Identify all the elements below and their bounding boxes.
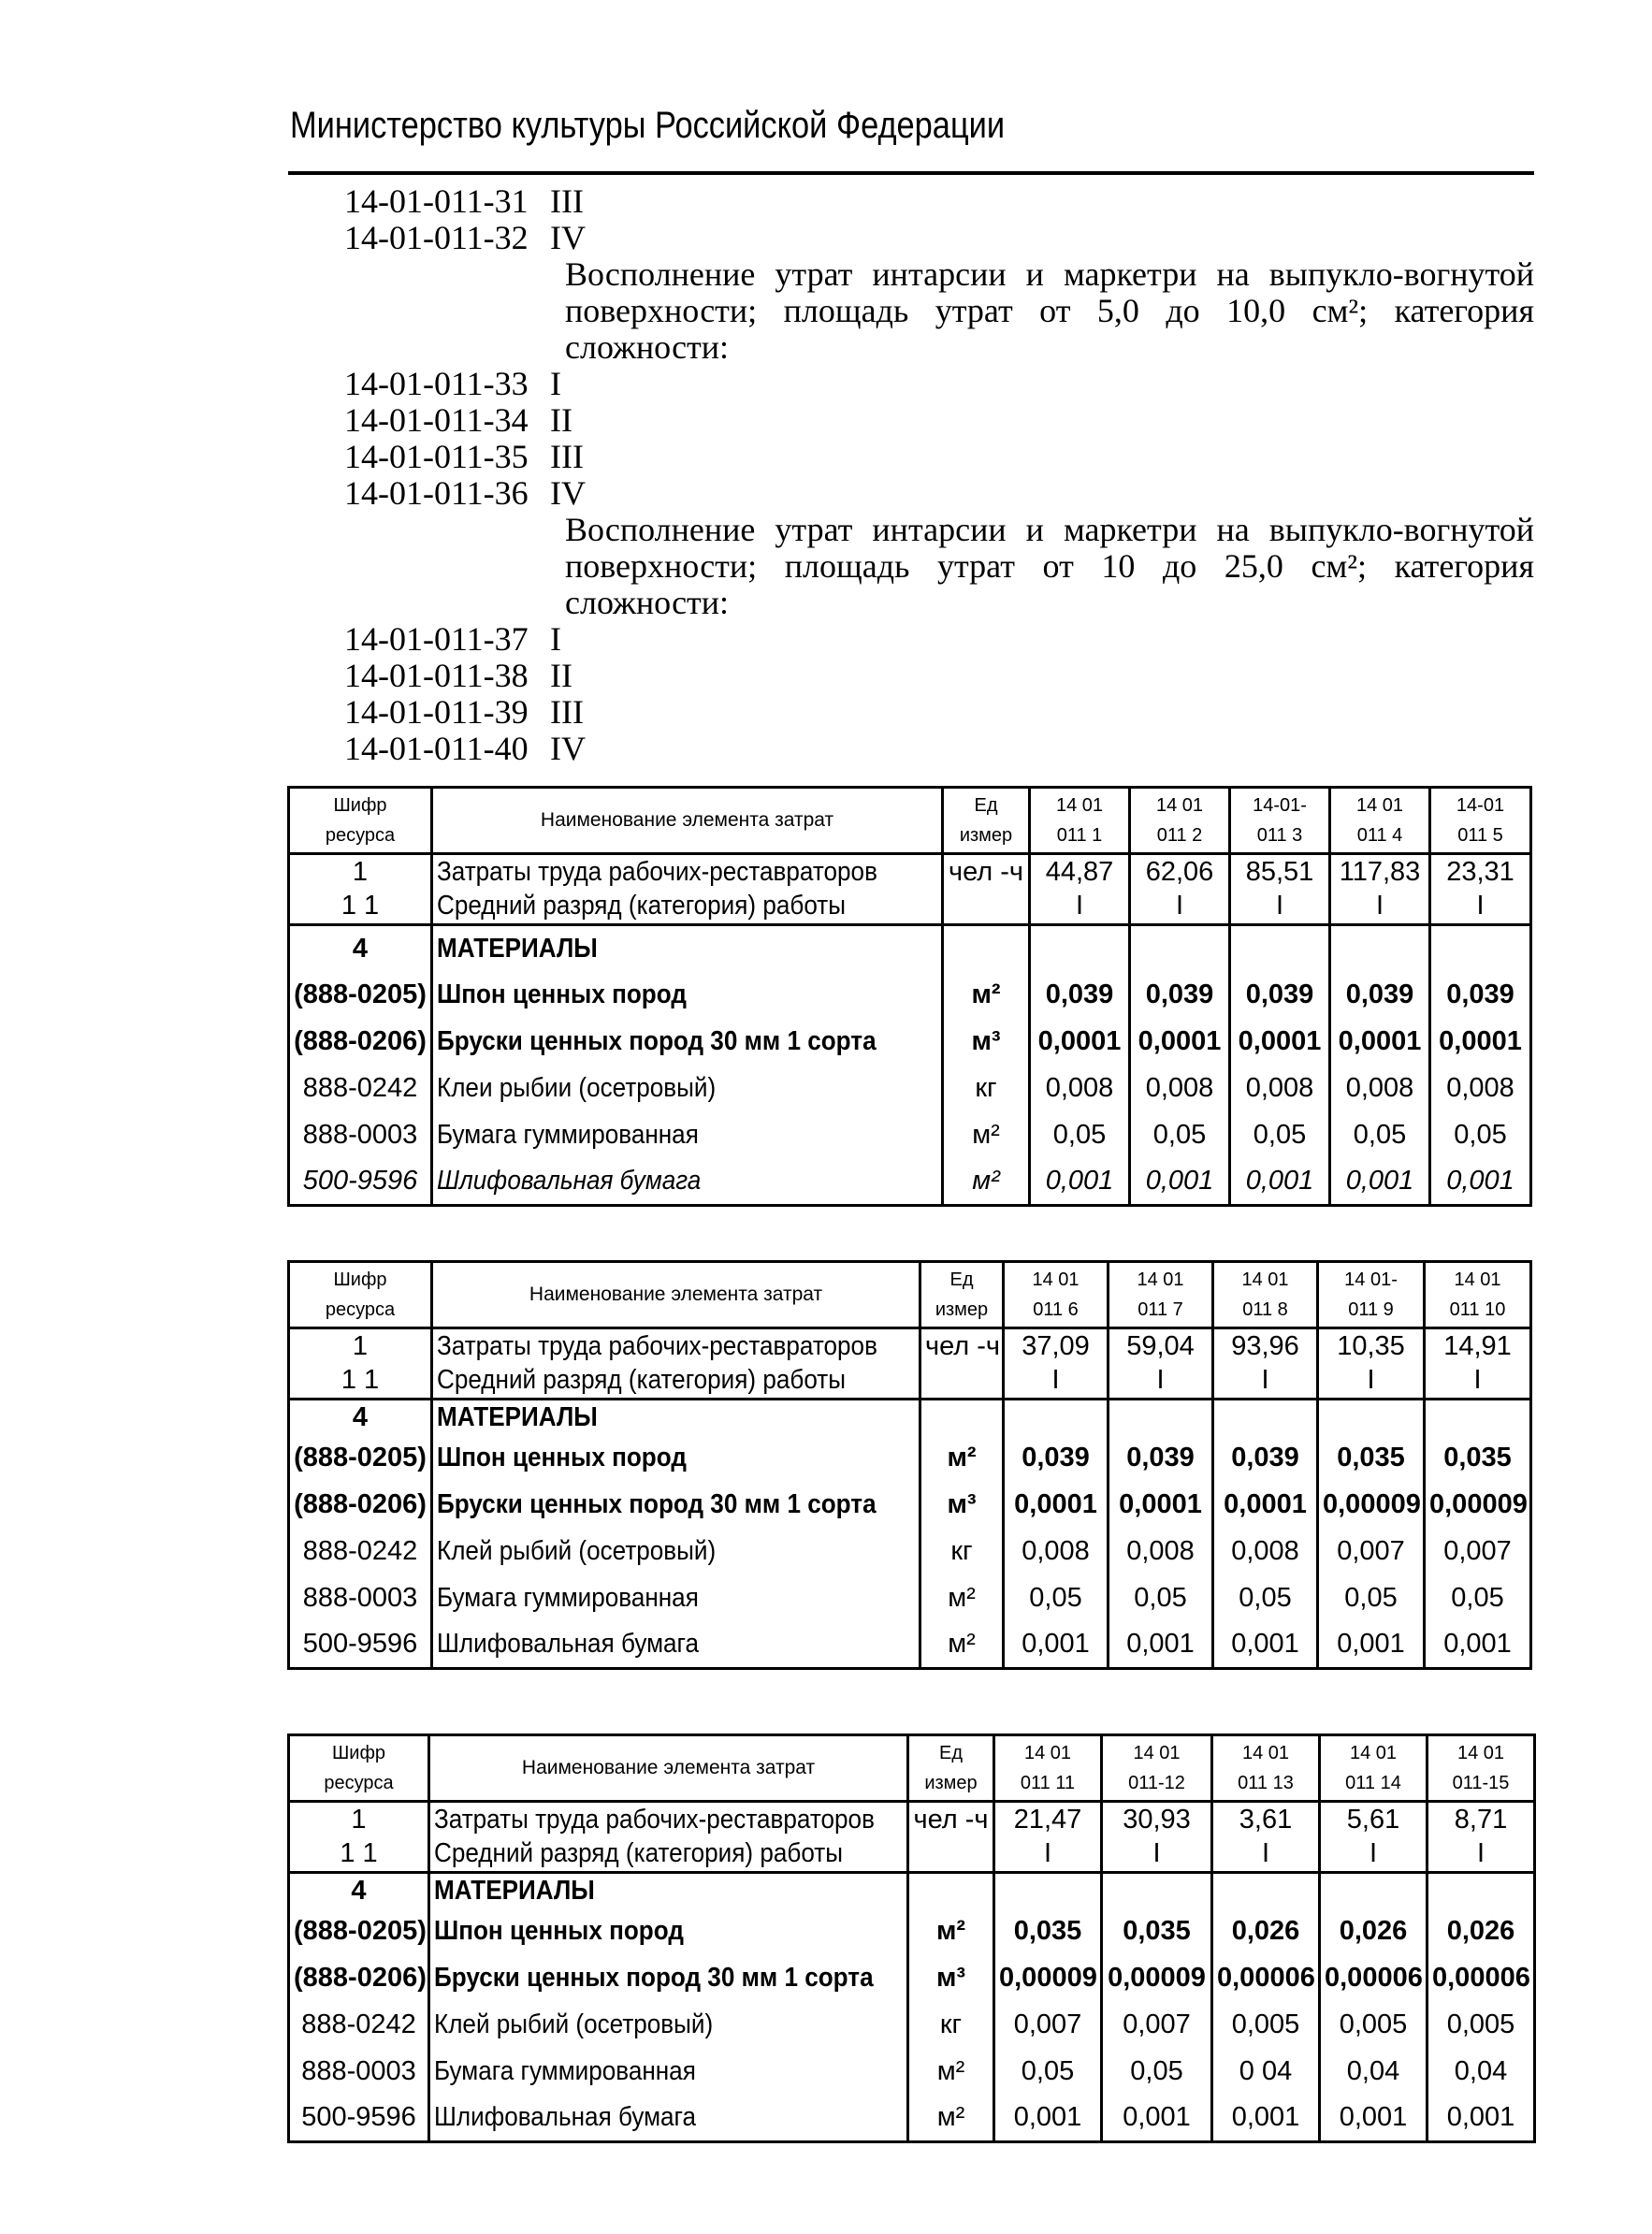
table-row [289,1622,1531,1669]
cell-value: 0,001 [1430,1159,1531,1206]
header-norm-column: 14-01- 011 3 [1230,788,1330,854]
cell-code: 1 [289,1802,429,1837]
cell-value: 0,05 [1230,1112,1330,1159]
cell-name: МАТЕРИАЛЫ [429,1873,908,1908]
cell-value: 0,026 [1212,1908,1320,1955]
cell-value: 93,96 [1213,1328,1318,1364]
header-resource-code: Шифр ресурса [289,788,432,854]
cell-value: 0 04 [1212,2049,1320,2096]
header-norm-column: 14 01 011 2 [1130,788,1230,854]
cell-code: 888-0003 [289,2049,429,2096]
cell-name: Средний разряд (категория) работы [432,890,943,925]
entry-category: II [550,401,572,439]
listing-entry [344,475,1534,512]
cell-code: 888-0242 [289,1529,432,1575]
entry-category: IV [550,730,586,767]
cell-value: 0,008 [1109,1529,1213,1575]
cell-value: 59,04 [1109,1328,1213,1364]
cell-value: 0,05 [1102,2049,1212,2096]
cell-value: 0,00009 [1102,1955,1212,2002]
table-row [289,1575,1531,1622]
header-element-name: Наименование элемента затрат [432,788,943,854]
cell-value: I [1330,890,1430,925]
cell-name: Клеи рыбии (осетровый) [432,1066,943,1112]
table-row [289,1112,1531,1159]
cell-value: 0,001 [1030,1159,1130,1206]
cell-value: 0,008 [1430,1066,1531,1112]
header-norm-column: 14 01 011 6 [1004,1262,1109,1328]
cell-value: 0,005 [1427,2002,1535,2049]
cell-name: МАТЕРИАЛЫ [432,1400,920,1435]
cell-value: 0,035 [994,1908,1102,1955]
cell-code: 4 [289,925,432,972]
cell-value [1318,1400,1425,1435]
cell-value: 0,001 [994,2096,1102,2142]
cell-value: 0,001 [1425,1622,1531,1669]
cell-value: 0,05 [1330,1112,1430,1159]
cell-value: 0,04 [1427,2049,1535,2096]
cell-unit [920,1400,1004,1435]
header-norm-column: 14 01 011 4 [1330,788,1430,854]
table-row [289,1435,1531,1482]
cell-value: 0,001 [1318,1622,1425,1669]
cell-code: 4 [289,1400,432,1435]
entry-code: 14-01-011-35 [344,438,529,475]
cell-value: 0,008 [1030,1066,1130,1112]
cell-code: 4 [289,1873,429,1908]
listing-description-1: Восполнение утрат интарсии и маркетри на выпукло-вогнутой поверхности; площадь утрат от 5,0 до 10,0 см²; категория сложности: [565,255,1534,366]
table-row [289,1802,1535,1837]
cell-value: 23,31 [1430,854,1531,890]
cell-value: 0,007 [1425,1529,1531,1575]
cell-value: 0,04 [1320,2049,1427,2096]
table-row [289,1482,1531,1529]
cell-value: I [1212,1837,1320,1873]
cell-value: 0,039 [1004,1435,1109,1482]
cell-value [1330,925,1430,972]
header-unit: Ед измер [943,788,1030,854]
cell-unit [943,890,1030,925]
entry-category: I [550,620,561,658]
cell-name: Средний разряд (категория) работы [432,1364,920,1400]
entry-code: 14-01-011-32 [344,219,529,256]
cell-value: 0,0001 [1004,1482,1109,1529]
cell-value: 0,001 [1004,1622,1109,1669]
cell-name: Затраты труда рабочих-реставраторов [432,854,943,890]
cell-value: 0,05 [1004,1575,1109,1622]
cell-value [994,1873,1102,1908]
cell-name: Шпон ценных пород [432,972,943,1019]
cell-unit: м² [908,2096,994,2142]
cell-unit: кг [920,1529,1004,1575]
header-resource-code: Шифр ресурса [289,1262,432,1328]
cell-value: 0,039 [1030,972,1130,1019]
header-norm-column: 14 01 011-15 [1427,1735,1535,1802]
cell-value: 0,0001 [1330,1019,1430,1066]
header-unit: Ед измер [920,1262,1004,1328]
cell-value: 0,00009 [994,1955,1102,2002]
entry-code: 14-01-011-38 [344,657,529,694]
table-row [289,1328,1531,1364]
cell-value: 0,007 [994,2002,1102,2049]
cell-value: 30,93 [1102,1802,1212,1837]
cell-unit: м³ [920,1482,1004,1529]
cell-value: 0,035 [1318,1435,1425,1482]
cell-unit: кг [943,1066,1030,1112]
entry-category: II [550,657,572,694]
cell-code: (888-0206) [289,1955,429,2002]
cell-unit: м² [920,1622,1004,1669]
cell-value: 0,035 [1102,1908,1212,1955]
cell-value: 0,05 [1213,1575,1318,1622]
cell-name: МАТЕРИАЛЫ [432,925,943,972]
table-row [289,1019,1531,1066]
cell-value [1213,1400,1318,1435]
table-row [289,1955,1535,2002]
cell-code: 1 1 [289,1837,429,1873]
cell-value [1102,1873,1212,1908]
cell-value: I [1030,890,1130,925]
cell-value: 0,008 [1004,1529,1109,1575]
listing-entry [344,658,1534,694]
norm-listing [344,183,1534,767]
cell-value: 0,0001 [1213,1482,1318,1529]
table-row [289,972,1531,1019]
cell-value: 0,001 [1130,1159,1230,1206]
table-row [289,1159,1531,1206]
cell-code: (888-0205) [289,1908,429,1955]
cell-value [1004,1400,1109,1435]
resource-table-2 [287,1260,1532,1670]
header-element-name: Наименование элемента затрат [432,1262,920,1328]
cell-code: 500-9596 [289,1622,432,1669]
cell-value: I [1230,890,1330,925]
cell-unit: чел -ч [908,1802,994,1837]
table-row [289,2096,1535,2142]
cell-unit: м² [943,1159,1030,1206]
cell-unit: чел -ч [943,854,1030,890]
cell-value: 0,001 [1230,1159,1330,1206]
cell-code: 1 [289,854,432,890]
cell-value: 21,47 [994,1802,1102,1837]
entry-code: 14-01-011-36 [344,474,529,512]
cell-unit: м² [908,2049,994,2096]
cell-name: Шпон ценных пород [429,1908,908,1955]
cell-value: 0,005 [1320,2002,1427,2049]
cell-code: 1 1 [289,890,432,925]
cell-value: 85,51 [1230,854,1330,890]
header-norm-column: 14 01 011 10 [1425,1262,1531,1328]
cell-name: Шлифовальная бумага [429,2096,908,2142]
cell-value: I [1004,1364,1109,1400]
cell-name: Бумага гуммированная [429,2049,908,2096]
table-row [289,1364,1531,1400]
listing-entry [344,402,1534,439]
cell-name: Шлифовальная бумага [432,1622,920,1669]
cell-unit: м² [920,1575,1004,1622]
cell-name: Затраты труда рабочих-реставраторов [432,1328,920,1364]
cell-value: 0,05 [1130,1112,1230,1159]
entry-category: IV [550,474,586,512]
cell-value [1109,1400,1213,1435]
cell-value: 0,05 [1318,1575,1425,1622]
cell-code: 1 1 [289,1364,432,1400]
entry-code: 14-01-011-31 [344,182,529,220]
cell-value: 0,05 [994,2049,1102,2096]
cell-value: I [1130,890,1230,925]
entry-category: III [550,438,584,475]
cell-value: I [1109,1364,1213,1400]
cell-value: 0,008 [1130,1066,1230,1112]
cell-value: 0,039 [1330,972,1430,1019]
cell-value: 0,001 [1427,2096,1535,2142]
cell-value: 44,87 [1030,854,1130,890]
cell-value: I [1213,1364,1318,1400]
cell-unit: м³ [908,1955,994,2002]
table-row [289,1908,1535,1955]
cell-name: Клей рыбий (осетровый) [432,1529,920,1575]
cell-value [1430,925,1531,972]
cell-unit: м² [920,1435,1004,1482]
cell-code: 888-0003 [289,1112,432,1159]
cell-value: I [1425,1364,1531,1400]
cell-unit: м² [908,1908,994,1955]
listing-description-2: Восполнение утрат интарсии и маркетри на выпукло-вогнутой поверхности; площадь утрат от 10 до 25,0 см²; категория сложности: [565,511,1534,621]
cell-value: 0,0001 [1109,1482,1213,1529]
table-row [289,1066,1531,1112]
cell-name: Шпон ценных пород [432,1435,920,1482]
table-section-row [289,925,1531,972]
cell-value: I [1427,1837,1535,1873]
table-row [289,890,1531,925]
listing-entry [344,439,1534,475]
cell-unit: кг [908,2002,994,2049]
listing-entry [344,366,1534,402]
header-norm-column: 14 01 011 13 [1212,1735,1320,1802]
cell-value: 0,039 [1213,1435,1318,1482]
cell-value: 0,001 [1102,2096,1212,2142]
cell-value: 0,001 [1212,2096,1320,2142]
cell-value: 0,007 [1102,2002,1212,2049]
cell-value: 0,001 [1109,1622,1213,1669]
entry-category: IV [550,219,586,256]
cell-name: Затраты труда рабочих-реставраторов [429,1802,908,1837]
cell-value [1212,1873,1320,1908]
header-norm-column: 14 01 011-12 [1102,1735,1212,1802]
cell-code: 888-0242 [289,1066,432,1112]
entry-category: III [550,182,584,220]
cell-code: (888-0205) [289,972,432,1019]
header-norm-column: 14 01 011 11 [994,1735,1102,1802]
entry-code: 14-01-011-33 [344,365,529,402]
cell-name: Средний разряд (категория) работы [429,1837,908,1873]
header-norm-column: 14 01 011 1 [1030,788,1130,854]
cell-value: 0,00009 [1318,1482,1425,1529]
header-unit: Ед измер [908,1735,994,1802]
cell-value [1130,925,1230,972]
cell-value: 0,0001 [1030,1019,1130,1066]
cell-code: (888-0206) [289,1482,432,1529]
cell-value: 0,039 [1109,1435,1213,1482]
cell-value: 0,026 [1427,1908,1535,1955]
listing-entry [344,731,1534,767]
resource-table-3 [287,1734,1536,2143]
cell-value: 0,0001 [1430,1019,1531,1066]
table-section-row [289,1873,1535,1908]
table-row [289,854,1531,890]
cell-value: 10,35 [1318,1328,1425,1364]
cell-value: 0,001 [1320,2096,1427,2142]
cell-value [1230,925,1330,972]
cell-value: 0,00006 [1320,1955,1427,2002]
cell-code: 1 [289,1328,432,1364]
cell-value: 0,039 [1130,972,1230,1019]
entry-code: 14-01-011-37 [344,620,529,658]
cell-unit: м² [943,1112,1030,1159]
cell-value: I [1320,1837,1427,1873]
entry-code: 14-01-011-39 [344,693,529,731]
cell-code: (888-0205) [289,1435,432,1482]
cell-code: 888-0242 [289,2002,429,2049]
cell-value: 0,035 [1425,1435,1531,1482]
cell-value [1320,1873,1427,1908]
cell-value: 0,05 [1430,1112,1531,1159]
listing-entry [344,183,1534,220]
cell-code: (888-0206) [289,1019,432,1066]
cell-name: Бруски ценных пород 30 мм 1 сорта [432,1482,920,1529]
cell-value: 0,05 [1425,1575,1531,1622]
cell-value: 0,026 [1320,1908,1427,1955]
cell-value: 0,005 [1212,2002,1320,2049]
cell-value: 0,00006 [1427,1955,1535,2002]
table-row [289,1837,1535,1873]
header-norm-column: 14 01 011 8 [1213,1262,1318,1328]
cell-code: 500-9596 [289,1159,432,1206]
cell-value: 8,71 [1427,1802,1535,1837]
listing-entry [344,220,1534,256]
cell-value: 0,001 [1213,1622,1318,1669]
page-header-title: Министерство культуры Российской Федерации [290,105,1006,146]
cell-value: 0,05 [1109,1575,1213,1622]
entry-category: I [550,365,561,402]
resource-table-1 [287,786,1532,1207]
cell-name: Бруски ценных пород 30 мм 1 сорта [429,1955,908,2002]
cell-name: Бумага гуммированная [432,1575,920,1622]
cell-code: 500-9596 [289,2096,429,2142]
cell-value: I [994,1837,1102,1873]
header-resource-code: Шифр ресурса [289,1735,429,1802]
cell-value: 0,008 [1330,1066,1430,1112]
header-norm-column: 14-01 011 5 [1430,788,1531,854]
cell-value [1030,925,1130,972]
cell-value: 5,61 [1320,1802,1427,1837]
cell-unit: чел -ч [920,1328,1004,1364]
cell-value: 0,0001 [1130,1019,1230,1066]
cell-value: 0,039 [1430,972,1531,1019]
cell-value: 0,0001 [1230,1019,1330,1066]
header-rule [288,171,1534,175]
listing-entry [344,694,1534,731]
cell-unit [943,925,1030,972]
cell-value [1427,1873,1535,1908]
cell-value: 0,007 [1318,1529,1425,1575]
cell-unit [908,1837,994,1873]
entry-category: III [550,693,584,731]
cell-value: 117,83 [1330,854,1430,890]
cell-value: 62,06 [1130,854,1230,890]
cell-value: I [1318,1364,1425,1400]
cell-value: 0,008 [1213,1529,1318,1575]
cell-value: 0,039 [1230,972,1330,1019]
cell-name: Шлифовальная бумага [432,1159,943,1206]
cell-unit [920,1364,1004,1400]
cell-value: 0,008 [1230,1066,1330,1112]
table-row [289,1529,1531,1575]
cell-value: 14,91 [1425,1328,1531,1364]
cell-value [1425,1400,1531,1435]
cell-value: 0,05 [1030,1112,1130,1159]
header-element-name: Наименование элемента затрат [429,1735,908,1802]
cell-value: 3,61 [1212,1802,1320,1837]
table-row [289,2049,1535,2096]
entry-code: 14-01-011-40 [344,730,529,767]
cell-name: Клей рыбий (осетровый) [429,2002,908,2049]
header-norm-column: 14 01- 011 9 [1318,1262,1425,1328]
cell-code: 888-0003 [289,1575,432,1622]
cell-name: Бруски ценных пород 30 мм 1 сорта [432,1019,943,1066]
table-row [289,2002,1535,2049]
cell-value: 0,001 [1330,1159,1430,1206]
cell-name: Бумага гуммированная [432,1112,943,1159]
cell-value: 0,00009 [1425,1482,1531,1529]
entry-code: 14-01-011-34 [344,401,529,439]
cell-value: I [1102,1837,1212,1873]
cell-unit: м² [943,972,1030,1019]
listing-entry [344,621,1534,658]
cell-unit: м³ [943,1019,1030,1066]
cell-value: 37,09 [1004,1328,1109,1364]
table-section-row [289,1400,1531,1435]
cell-unit [908,1873,994,1908]
cell-value: I [1430,890,1531,925]
cell-value: 0,00006 [1212,1955,1320,2002]
header-norm-column: 14 01 011 14 [1320,1735,1427,1802]
header-norm-column: 14 01 011 7 [1109,1262,1213,1328]
